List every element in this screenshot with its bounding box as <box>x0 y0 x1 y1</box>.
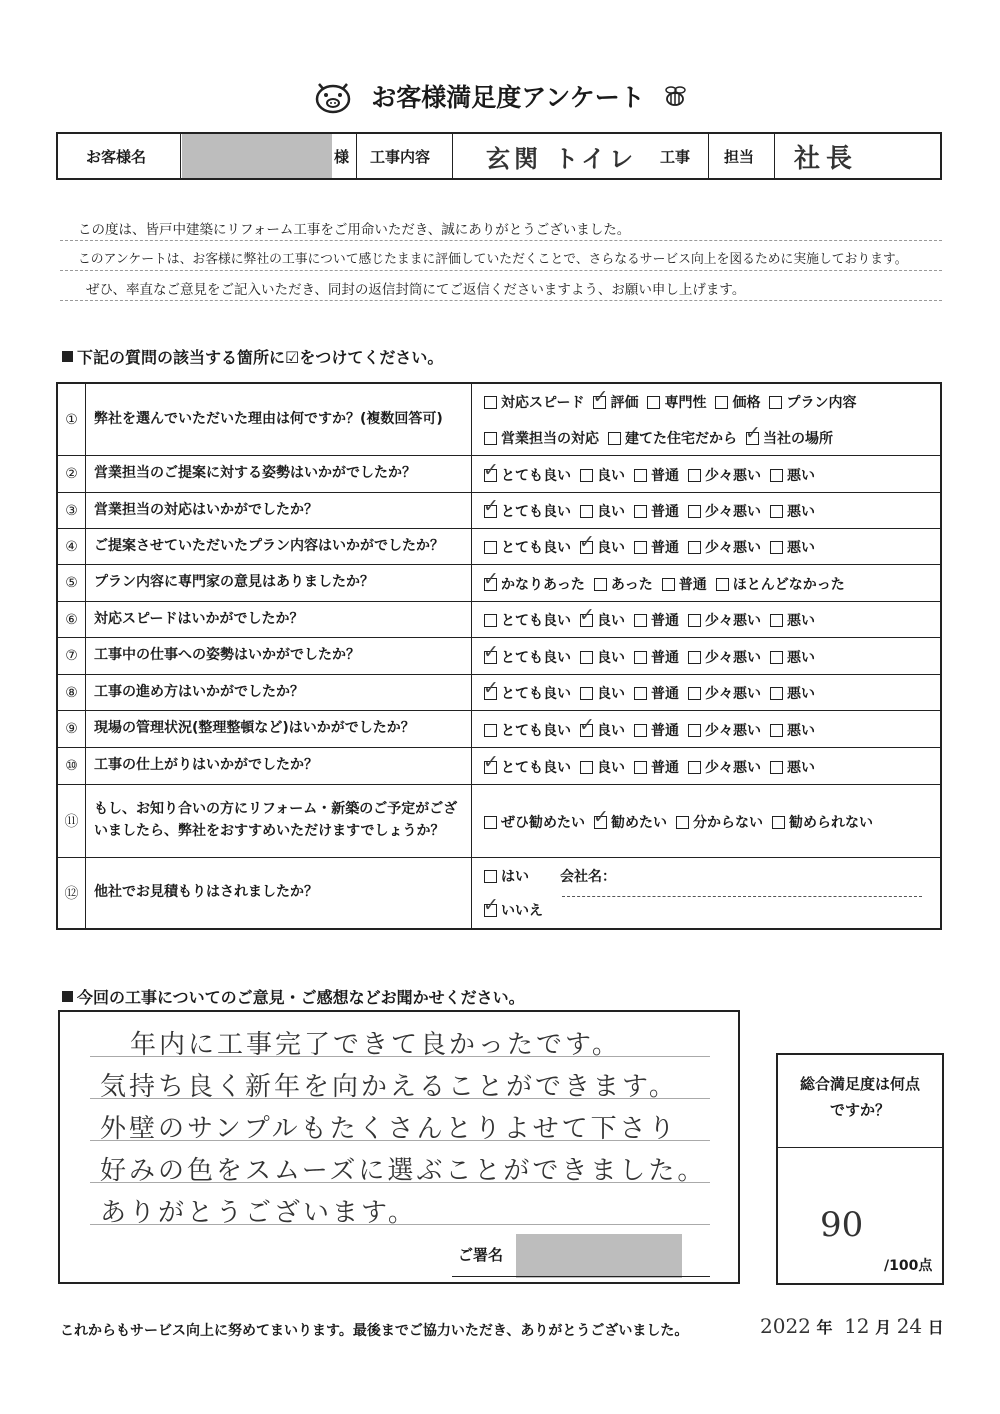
answer-options <box>471 675 940 710</box>
checkbox-icon[interactable] <box>688 687 701 700</box>
checkbox-icon[interactable] <box>594 578 607 591</box>
answer-option[interactable] <box>594 574 653 594</box>
checkbox-icon[interactable] <box>484 396 497 409</box>
question-text: もし、お知り合いの方にリフォーム・新築のご予定がございましたら、弊社をおすすめいただけますでしょうか？ <box>94 801 458 839</box>
answer-options <box>471 493 940 528</box>
checkbox-icon[interactable] <box>770 469 783 482</box>
answer-option[interactable] <box>634 683 679 703</box>
answer-label: 普通 <box>651 540 679 556</box>
answer-option[interactable] <box>634 501 679 521</box>
checkbox-icon[interactable] <box>770 761 783 774</box>
answer-option[interactable] <box>579 531 625 557</box>
answer-option[interactable] <box>483 567 585 594</box>
checkbox-icon[interactable] <box>634 651 647 664</box>
answer-option[interactable] <box>592 386 639 412</box>
date-day-label: 日 <box>927 1318 944 1337</box>
answer-label: ほとんどなかった <box>732 576 845 593</box>
score-value: 90 <box>820 1205 864 1245</box>
checkbox-icon[interactable] <box>769 396 782 409</box>
check-mark-icon: ✓ <box>483 640 499 663</box>
check-mark-icon: ✓ <box>579 713 595 736</box>
answer-option[interactable] <box>580 757 625 777</box>
answer-option[interactable] <box>676 812 763 832</box>
checkbox-icon[interactable] <box>634 505 647 518</box>
signature-redacted <box>516 1234 682 1278</box>
date-month-label: 月 <box>875 1318 892 1337</box>
bee-icon <box>661 83 689 115</box>
question-text: 営業担当のご提案に対する姿勢はいかがでしたか？ <box>94 465 416 482</box>
answer-label: 良い <box>597 504 625 520</box>
question-text: 営業担当の対応はいかがでしたか？ <box>94 501 318 518</box>
checkbox-icon[interactable] <box>634 687 647 700</box>
answer-label: 当社の場所 <box>763 431 833 447</box>
check-mark-icon: ✓ <box>579 604 595 626</box>
answer-options <box>471 602 940 637</box>
comment-line: 年内に工事完了できて良かったです。 <box>130 1030 621 1060</box>
answer-label: 良い <box>597 722 625 739</box>
answer-option[interactable] <box>579 604 625 630</box>
answer-label: 良い <box>597 759 625 776</box>
answer-options <box>471 711 940 747</box>
checkbox-icon[interactable] <box>580 505 593 518</box>
answer-option[interactable] <box>688 647 761 667</box>
checkbox-icon[interactable] <box>484 816 497 829</box>
answer-label: 普通 <box>651 686 679 702</box>
check-mark-icon: ✓ <box>483 894 499 916</box>
date <box>760 1314 944 1338</box>
question-row <box>58 675 940 711</box>
answer-option[interactable] <box>484 537 571 557</box>
checkbox-icon[interactable] <box>688 505 701 518</box>
answer-option[interactable] <box>745 422 833 448</box>
answer-option[interactable] <box>634 757 679 777</box>
answer-label: 少々悪い <box>705 504 761 520</box>
checkbox-icon[interactable] <box>634 761 647 774</box>
date-year: 2022 <box>760 1314 811 1338</box>
answer-label: 普通 <box>651 722 679 739</box>
question-number: ⑫ <box>58 858 86 928</box>
answer-label: 少々悪い <box>705 540 761 556</box>
answer-label: 悪い <box>787 686 815 702</box>
answer-option[interactable] <box>770 647 815 667</box>
company-name-field[interactable] <box>562 896 922 897</box>
intro-line-2: このアンケートは、お客様に弊社の工事について感じたままに評価していただくことで、さらなるサービス向上を図るために実施しております。 <box>78 252 908 267</box>
answer-label: 良い <box>597 540 625 556</box>
question-text: 工事中の仕事への姿勢はいかがでしたか？ <box>94 647 360 664</box>
question-number: ① <box>58 384 86 455</box>
answer-label: はい <box>501 869 529 885</box>
answer-label: 悪い <box>787 467 815 484</box>
answer-option[interactable] <box>484 392 584 412</box>
answer-options <box>471 858 940 928</box>
answer-option[interactable] <box>483 750 571 777</box>
answer-label: ぜひ勧めたい <box>501 814 585 831</box>
checkbox-icon[interactable] <box>772 816 785 829</box>
answer-option[interactable] <box>770 610 815 630</box>
answer-options <box>471 456 940 492</box>
header-table <box>56 132 942 180</box>
answer-option[interactable] <box>483 640 571 667</box>
question-row <box>58 638 940 675</box>
answer-option[interactable] <box>634 610 679 630</box>
date-year-label: 年 <box>816 1318 833 1337</box>
answer-label: 建てた住宅だから <box>625 431 737 447</box>
answer-option[interactable] <box>716 574 845 594</box>
checkbox-icon[interactable] <box>715 396 728 409</box>
answer-label: プラン内容 <box>786 395 857 411</box>
company-name-label: 会社名： <box>560 869 616 885</box>
answer-option[interactable] <box>483 458 571 485</box>
answer-label: 普通 <box>651 613 679 629</box>
answer-option[interactable] <box>770 465 815 485</box>
answer-option[interactable] <box>608 428 737 448</box>
customer-label: お客様名 <box>86 147 147 166</box>
checkbox-icon[interactable] <box>647 396 660 409</box>
question-number: ④ <box>58 529 86 564</box>
comment-line: ありがとうございます。 <box>100 1198 417 1228</box>
score-heading: 総合満足度は何点ですか？ <box>800 1075 921 1120</box>
checkbox-icon[interactable] <box>688 541 701 554</box>
question-row <box>58 529 940 565</box>
work-label: 工事内容 <box>370 147 431 166</box>
answer-options <box>471 565 940 601</box>
answer-label: とても良い <box>501 686 571 702</box>
score-box <box>776 1053 944 1285</box>
answer-option[interactable] <box>769 392 856 412</box>
question-row <box>58 565 940 602</box>
answer-option[interactable] <box>483 894 543 920</box>
checkbox-icon[interactable] <box>688 724 701 737</box>
square-bullet-icon <box>62 351 73 362</box>
question-row <box>58 748 940 785</box>
question-table <box>56 382 942 930</box>
answer-options <box>471 638 940 674</box>
answer-option[interactable] <box>688 537 761 557</box>
question-number: ③ <box>58 493 86 528</box>
staff-label: 担当 <box>724 147 755 166</box>
checkbox-icon[interactable] <box>580 651 593 664</box>
answer-label: 勧めたい <box>611 814 667 831</box>
checkbox-icon[interactable] <box>770 614 783 627</box>
checkbox-icon[interactable] <box>662 578 675 591</box>
answer-label: 普通 <box>651 504 679 520</box>
answer-options <box>471 529 940 564</box>
intro-line-3: ぜひ、率直なご意見をご記入いただき、同封の返信封筒にてご返信くださいますよう、お願い申し上げます。 <box>86 282 746 298</box>
checkbox-icon[interactable] <box>580 469 593 482</box>
check-mark-icon: ✓ <box>483 677 499 699</box>
answer-label: 良い <box>597 649 625 666</box>
question-row <box>58 456 940 493</box>
comment-line: 外壁のサンプルもたくさんとりよせて下さり <box>100 1114 678 1144</box>
answer-option[interactable] <box>688 720 761 740</box>
question-number: ⑤ <box>58 565 86 601</box>
question-number: ⑪ <box>58 785 86 857</box>
check-mark-icon: ✓ <box>579 531 595 553</box>
checkbox-icon[interactable] <box>688 614 701 627</box>
question-text: 工事の進め方はいかがでしたか？ <box>94 683 304 700</box>
answer-option[interactable] <box>580 647 625 667</box>
answer-option[interactable] <box>484 428 599 448</box>
check-mark-icon: ✓ <box>745 422 761 444</box>
checkbox-icon[interactable] <box>580 761 593 774</box>
answer-option[interactable] <box>688 757 761 777</box>
answer-label: 普通 <box>651 467 679 484</box>
answer-label: 良い <box>597 467 625 484</box>
answer-option[interactable] <box>662 574 707 594</box>
question-text: 他社でお見積もりはされましたか？ <box>94 884 318 901</box>
answer-label: かなりあった <box>501 576 585 593</box>
answer-label: 少々悪い <box>705 649 761 666</box>
answer-option[interactable] <box>580 501 625 521</box>
question-number: ② <box>58 456 86 492</box>
answer-option[interactable] <box>634 465 679 485</box>
answer-label: 少々悪い <box>705 686 761 702</box>
question-number: ⑦ <box>58 638 86 674</box>
checkbox-icon[interactable] <box>634 469 647 482</box>
answer-option[interactable] <box>770 683 815 703</box>
staff-value: 社長 <box>794 143 859 174</box>
checkbox-icon[interactable] <box>716 578 729 591</box>
answer-option[interactable] <box>483 677 571 703</box>
answer-option[interactable] <box>688 465 761 485</box>
question-row <box>58 785 940 858</box>
answer-option[interactable] <box>772 812 873 832</box>
check-mark-icon: ✓ <box>483 567 499 590</box>
customer-name-redacted <box>182 134 332 178</box>
answer-label: 良い <box>597 686 625 702</box>
answer-label: 良い <box>597 613 625 629</box>
answer-label: 普通 <box>651 649 679 666</box>
question-row <box>58 493 940 529</box>
answer-label: あった <box>610 576 653 593</box>
answer-option[interactable] <box>484 610 571 630</box>
checkbox-icon[interactable] <box>770 541 783 554</box>
answer-option[interactable] <box>770 501 815 521</box>
answer-label: とても良い <box>501 467 571 484</box>
section2-title: 今回の工事についてのご意見・ご感想などお聞かせください。 <box>62 985 525 1008</box>
answer-label: 悪い <box>787 649 815 666</box>
answer-option[interactable] <box>579 713 625 740</box>
answer-label: 対応スピード <box>501 395 585 411</box>
answer-label: 勧められない <box>789 814 873 831</box>
answer-option[interactable] <box>634 537 679 557</box>
answer-option[interactable] <box>688 610 761 630</box>
section1-title: 下記の質問の該当する箇所に☑をつけてください。 <box>62 345 443 368</box>
answer-label: 悪い <box>787 540 815 556</box>
check-mark-icon: ✓ <box>483 750 499 773</box>
answer-option[interactable] <box>770 537 815 557</box>
check-mark-icon: ✓ <box>483 458 499 481</box>
answer-label: 普通 <box>678 576 707 593</box>
answer-label: 分からない <box>693 814 763 831</box>
checkbox-icon[interactable] <box>688 651 701 664</box>
check-mark-icon: ✓ <box>592 386 609 408</box>
answer-options <box>471 384 940 455</box>
answer-label: いいえ <box>501 903 543 919</box>
question-text: 対応スピードはいかがでしたか？ <box>94 610 304 627</box>
checkbox-icon[interactable] <box>634 724 647 737</box>
answer-label: 少々悪い <box>705 467 761 484</box>
page-title <box>0 78 1000 120</box>
checkbox-icon[interactable] <box>484 724 497 737</box>
answer-option[interactable] <box>484 812 585 832</box>
answer-label: 営業担当の対応 <box>501 431 599 447</box>
question-number: ⑩ <box>58 748 86 784</box>
question-text: 工事の仕上がりはいかがでしたか？ <box>94 757 318 774</box>
pig-logo-icon <box>311 78 355 120</box>
check-mark-icon: ✓ <box>593 805 609 828</box>
checkbox-icon[interactable] <box>770 687 783 700</box>
answer-option[interactable] <box>688 501 761 521</box>
answer-option[interactable] <box>580 683 625 703</box>
answer-option[interactable] <box>593 805 667 832</box>
honorific: 様 <box>334 147 350 166</box>
answer-label: 少々悪い <box>705 759 761 776</box>
comment-line: 気持ち良く新年を向かえることができます。 <box>100 1072 678 1102</box>
score-max: /100点 <box>884 1258 933 1274</box>
checkbox-icon[interactable] <box>634 614 647 627</box>
answer-label: 少々悪い <box>705 722 761 739</box>
answer-label: 価格 <box>732 395 761 411</box>
answer-option[interactable] <box>634 647 679 667</box>
answer-option[interactable] <box>770 757 815 777</box>
checkbox-icon[interactable] <box>688 761 701 774</box>
question-text: 現場の管理状況(整理整頓など)はいかがでしたか？ <box>94 720 415 737</box>
checkbox-icon[interactable] <box>484 870 497 883</box>
comments-box <box>58 1010 740 1284</box>
answer-options <box>471 748 940 784</box>
answer-label: 悪い <box>787 759 815 776</box>
answer-option[interactable] <box>634 720 679 740</box>
answer-label: とても良い <box>501 540 571 556</box>
square-bullet-icon <box>62 991 73 1002</box>
answer-option[interactable] <box>484 866 529 886</box>
answer-label: とても良い <box>501 613 571 629</box>
answer-label: とても良い <box>501 759 571 776</box>
answer-options <box>471 785 940 857</box>
answer-option[interactable] <box>483 495 571 521</box>
checkbox-icon[interactable] <box>484 432 497 445</box>
check-mark-icon: ✓ <box>483 495 499 517</box>
checkbox-icon[interactable] <box>634 541 647 554</box>
date-month: 12 <box>844 1314 870 1338</box>
question-row <box>58 384 940 456</box>
answer-label: 悪い <box>787 722 815 739</box>
answer-option[interactable] <box>688 683 761 703</box>
answer-label: とても良い <box>501 722 571 739</box>
checkbox-icon[interactable] <box>608 432 621 445</box>
intro-line-1: この度は、皆戸中建築にリフォーム工事をご用命いただき、誠にありがとうございました。 <box>78 222 631 238</box>
answer-option[interactable] <box>770 720 815 740</box>
checkbox-icon[interactable] <box>484 614 497 627</box>
signature-label: ご署名 <box>458 1246 504 1264</box>
footer-text: これからもサービス向上に努めてまいります。最後までご協力いただき、ありがとうございました。 <box>60 1323 689 1339</box>
question-number: ⑥ <box>58 602 86 637</box>
comment-line: 好みの色をスムーズに選ぶことができました。 <box>100 1156 707 1186</box>
answer-label: 評価 <box>610 395 639 411</box>
question-number: ⑨ <box>58 711 86 747</box>
question-row <box>58 602 940 638</box>
checkbox-icon[interactable] <box>580 687 593 700</box>
answer-label: とても良い <box>501 504 571 520</box>
answer-option[interactable] <box>647 392 706 412</box>
title-text: お客様満足度アンケート <box>371 83 645 112</box>
answer-label: とても良い <box>501 649 571 666</box>
checkbox-icon[interactable] <box>688 469 701 482</box>
question-number: ⑧ <box>58 675 86 710</box>
answer-label: 専門性 <box>664 395 707 411</box>
checkbox-icon[interactable] <box>770 651 783 664</box>
question-row <box>58 711 940 748</box>
question-text: 弊社を選んでいただいた理由は何ですか？(複数回答可) <box>94 410 443 427</box>
answer-label: 普通 <box>651 759 679 776</box>
question-row <box>58 858 940 928</box>
answer-label: 悪い <box>787 613 815 629</box>
answer-label: 少々悪い <box>705 613 761 629</box>
checkbox-icon[interactable] <box>676 816 689 829</box>
answer-label: 悪い <box>787 504 815 520</box>
answer-option[interactable] <box>715 392 760 412</box>
checkbox-icon[interactable] <box>484 541 497 554</box>
question-text: ご提案させていただいたプラン内容はいかがでしたか？ <box>94 537 444 554</box>
question-text: プラン内容に専門家の意見はありましたか？ <box>94 574 374 591</box>
checkbox-icon[interactable] <box>770 724 783 737</box>
answer-option[interactable] <box>484 720 571 740</box>
checkbox-icon[interactable] <box>770 505 783 518</box>
work-value: 玄関 トイレ <box>486 143 638 173</box>
work-suffix: 工事 <box>660 147 691 166</box>
date-day: 24 <box>896 1314 923 1338</box>
answer-option[interactable] <box>580 465 625 485</box>
